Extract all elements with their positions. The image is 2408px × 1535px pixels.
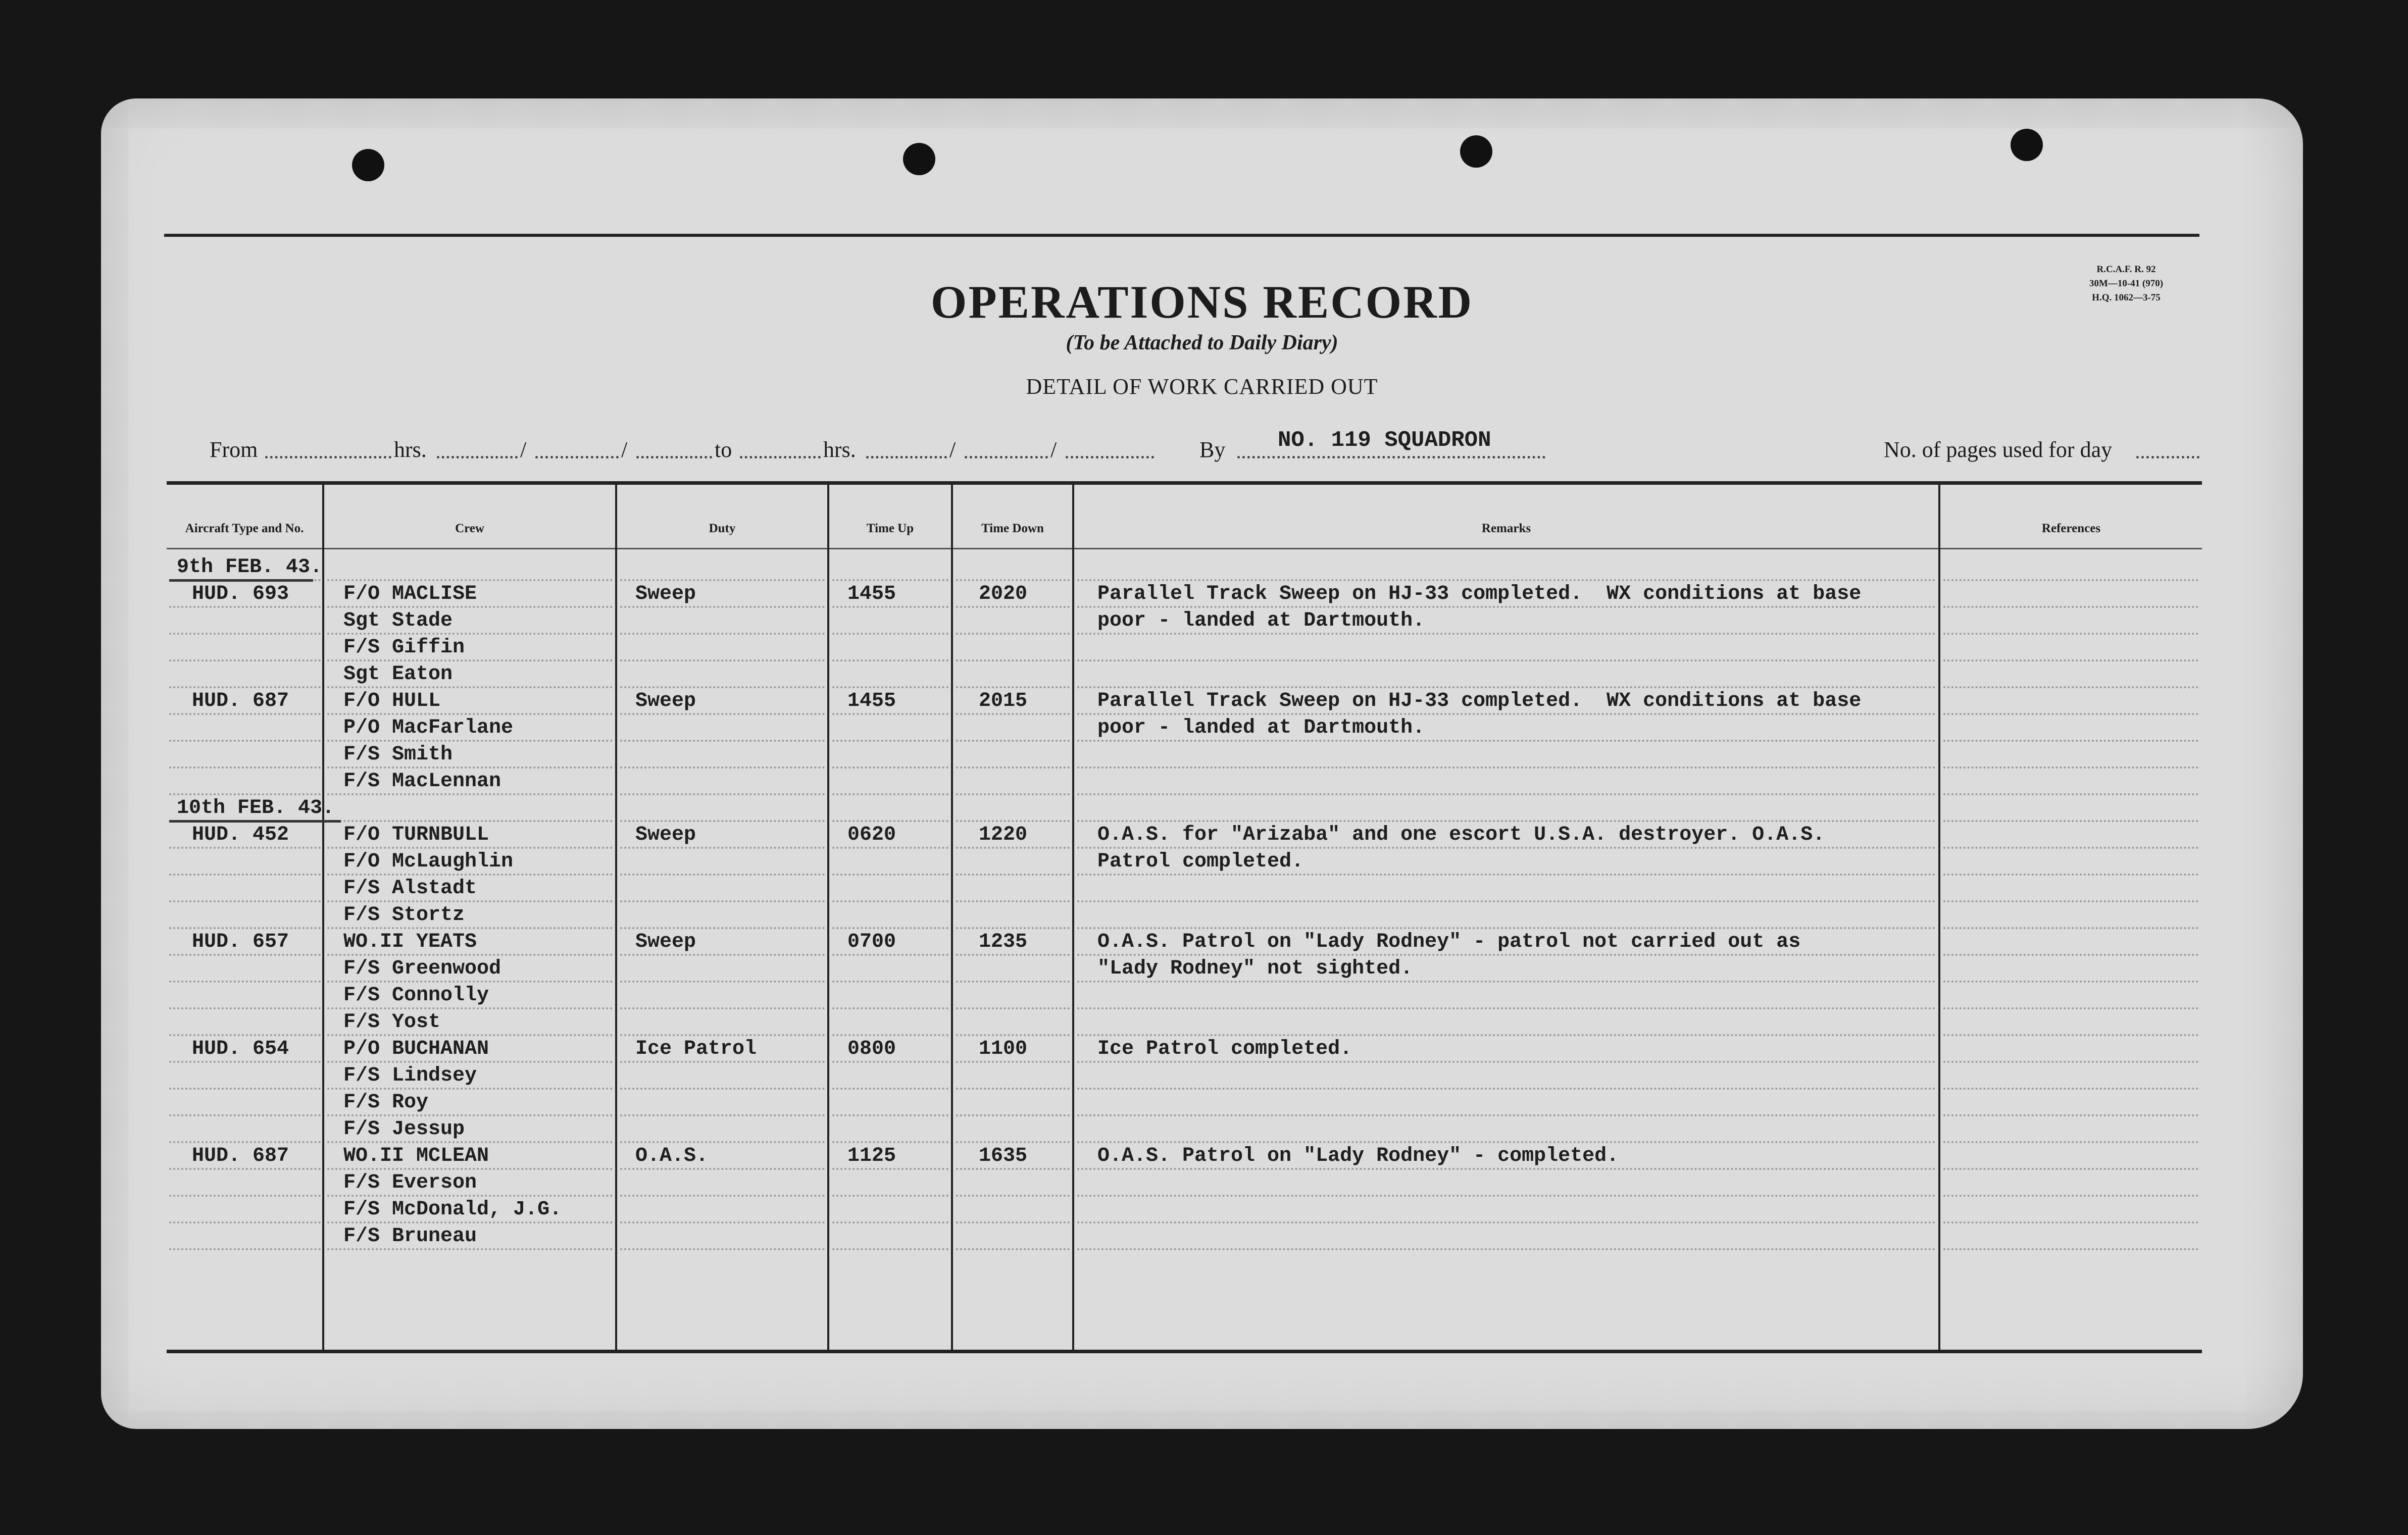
dotted-leader: [620, 900, 825, 902]
date-blank: [1066, 456, 1154, 458]
dotted-leader: [169, 766, 321, 769]
dotted-leader: [832, 1114, 948, 1116]
time-up-value: 1455: [847, 583, 896, 605]
remarks-line: Parallel Track Sweep on HJ-33 completed. WX conditions at base: [1097, 583, 1862, 605]
dotted-leader: [956, 579, 1070, 581]
aircraft-number: HUD. 687: [192, 690, 289, 712]
dotted-leader: [832, 927, 948, 929]
remarks-line: Parallel Track Sweep on HJ-33 completed. WX conditions at base: [1097, 690, 1862, 712]
form-code-line: R.C.A.F. R. 92: [2096, 264, 2156, 275]
time-up-value: 1125: [847, 1145, 896, 1167]
dotted-leader: [327, 820, 613, 822]
aircraft-number: HUD. 657: [192, 931, 289, 953]
dotted-leader: [620, 1007, 825, 1009]
dotted-leader: [832, 686, 948, 688]
to-blank: [740, 456, 821, 458]
dotted-leader: [832, 793, 948, 795]
dotted-leader: [1943, 981, 2198, 983]
crew-member: F/S Roy: [343, 1091, 429, 1114]
dotted-leader: [832, 1221, 948, 1223]
dotted-leader: [620, 1141, 825, 1143]
slash: /: [1050, 437, 1057, 462]
remarks-line: O.A.S. Patrol on "Lady Rodney" - patrol not carried out as: [1097, 931, 1801, 953]
date-heading: 9th FEB. 43.: [177, 556, 323, 579]
dotted-leader: [1943, 954, 2198, 956]
dotted-leader: [1943, 606, 2198, 608]
dotted-leader: [620, 633, 825, 635]
col-header-time-down: Time Down: [981, 522, 1044, 535]
duty-value: Ice Patrol: [635, 1038, 757, 1060]
crew-member: WO.II YEATS: [343, 931, 477, 953]
column-divider: [1938, 483, 1940, 1351]
duty-value: O.A.S.: [635, 1145, 709, 1167]
dotted-leader: [620, 793, 825, 795]
column-divider: [615, 483, 617, 1351]
dotted-leader: [1077, 1248, 1936, 1250]
crew-member: WO.II MCLEAN: [343, 1145, 489, 1167]
dotted-leader: [620, 579, 825, 581]
table-header-rule: [167, 548, 2202, 549]
hrs-label: hrs.: [394, 437, 427, 462]
pages-blank: [2136, 456, 2199, 458]
dotted-leader: [1077, 927, 1936, 929]
remarks-line: O.A.S. for "Arizaba" and one escort U.S.A. destroyer. O.A.S.: [1097, 824, 1825, 846]
dotted-leader: [1943, 740, 2198, 742]
duty-value: Sweep: [635, 931, 696, 953]
dotted-leader: [1943, 1195, 2198, 1197]
dotted-leader: [1077, 1141, 1936, 1143]
date-blank: [535, 456, 619, 458]
crew-member: F/S Stortz: [343, 904, 465, 927]
dotted-leader: [1943, 713, 2198, 715]
dotted-leader: [832, 1034, 948, 1036]
dotted-leader: [1943, 633, 2198, 635]
column-divider: [951, 483, 953, 1351]
dotted-leader: [1943, 1141, 2198, 1143]
hrs-blank: [437, 456, 518, 458]
dotted-leader: [1943, 793, 2198, 795]
dotted-leader: [1077, 820, 1936, 822]
dotted-leader: [832, 981, 948, 983]
dotted-leader: [1943, 1114, 2198, 1116]
slash: /: [520, 437, 527, 462]
crew-member: F/S Greenwood: [343, 957, 501, 980]
dotted-leader: [169, 1088, 321, 1090]
time-down-value: 1235: [979, 931, 1028, 953]
dotted-leader: [956, 793, 1070, 795]
dotted-leader: [832, 1088, 948, 1090]
crew-member: F/S Alstadt: [343, 877, 477, 900]
remarks-line: O.A.S. Patrol on "Lady Rodney" - completed.: [1097, 1145, 1619, 1167]
dotted-leader: [1077, 579, 1936, 581]
dotted-leader: [956, 981, 1070, 983]
dotted-leader: [169, 1007, 321, 1009]
crew-member: F/S Jessup: [343, 1118, 465, 1141]
column-divider: [1072, 483, 1074, 1351]
dotted-leader: [169, 1034, 321, 1036]
dotted-leader: [1943, 1007, 2198, 1009]
dotted-leader: [1943, 1221, 2198, 1223]
crew-member: F/O MACLISE: [343, 583, 477, 605]
dotted-leader: [1943, 1248, 2198, 1250]
col-header-aircraft: Aircraft Type and No.: [185, 522, 304, 535]
dotted-leader: [956, 1114, 1070, 1116]
dotted-leader: [620, 659, 825, 661]
dotted-leader: [956, 1221, 1070, 1223]
dotted-leader: [956, 927, 1070, 929]
crew-member: F/S Lindsey: [343, 1064, 477, 1087]
dotted-leader: [169, 633, 321, 635]
dotted-leader: [1943, 766, 2198, 769]
dotted-leader: [832, 659, 948, 661]
date-blank: [636, 456, 712, 458]
dotted-leader: [327, 579, 613, 581]
dotted-leader: [956, 659, 1070, 661]
date-blank: [965, 456, 1048, 458]
dotted-leader: [620, 820, 825, 822]
duty-value: Sweep: [635, 690, 696, 712]
punch-hole: [352, 149, 384, 181]
time-down-value: 2015: [979, 690, 1028, 712]
dotted-leader: [169, 686, 321, 688]
dotted-leader: [956, 740, 1070, 742]
operations-record-sheet: [101, 98, 2303, 1429]
table-top-rule: [167, 481, 2202, 485]
dotted-leader: [1077, 1007, 1936, 1009]
punch-hole: [903, 143, 935, 175]
crew-member: P/O BUCHANAN: [343, 1038, 489, 1060]
col-header-references: References: [2041, 522, 2101, 535]
aircraft-number: HUD. 687: [192, 1145, 289, 1167]
dotted-leader: [832, 579, 948, 581]
dotted-leader: [169, 1221, 321, 1223]
dotted-leader: [1943, 579, 2198, 581]
aircraft-number: HUD. 452: [192, 824, 289, 846]
dotted-leader: [956, 633, 1070, 635]
pages-label: No. of pages used for day: [1884, 437, 2113, 462]
dotted-leader: [620, 686, 825, 688]
col-header-remarks: Remarks: [1481, 522, 1531, 535]
date-heading: 10th FEB. 43.: [177, 797, 335, 820]
dotted-leader: [169, 874, 321, 876]
dotted-leader: [956, 686, 1070, 688]
dotted-leader: [832, 820, 948, 822]
by-label: By: [1199, 437, 1226, 462]
crew-member: P/O MacFarlane: [343, 717, 514, 739]
slash: /: [621, 437, 628, 462]
aircraft-number: HUD. 693: [192, 583, 289, 605]
date-underline: [169, 579, 313, 582]
dotted-leader: [1077, 900, 1936, 902]
remarks-line: poor - landed at Dartmouth.: [1097, 717, 1425, 739]
dotted-leader: [1077, 686, 1936, 688]
dotted-leader: [832, 1007, 948, 1009]
dotted-leader: [832, 900, 948, 902]
dotted-leader: [1943, 686, 2198, 688]
dotted-leader: [620, 1114, 825, 1116]
dotted-leader: [832, 1195, 948, 1197]
hrs-blank: [866, 456, 947, 458]
slash: /: [949, 437, 956, 462]
table-bottom-rule: [167, 1350, 2202, 1353]
dotted-leader: [1077, 1195, 1936, 1197]
dotted-leader: [1943, 1034, 2198, 1036]
dotted-leader: [956, 820, 1070, 822]
page-title: OPERATIONS RECORD: [930, 276, 1474, 328]
dotted-leader: [620, 1034, 825, 1036]
crew-member: F/S Smith: [343, 743, 453, 766]
crew-member: F/S Giffin: [343, 636, 465, 659]
dotted-leader: [620, 1248, 825, 1250]
crew-member: F/S Everson: [343, 1171, 477, 1194]
dotted-leader: [1943, 1088, 2198, 1090]
dotted-leader: [832, 1141, 948, 1143]
dotted-leader: [620, 766, 825, 769]
duty-value: Sweep: [635, 824, 696, 846]
from-label: From: [210, 437, 258, 462]
by-blank: [1237, 456, 1545, 458]
crew-member: F/S MacLennan: [343, 770, 501, 793]
dotted-leader: [1943, 927, 2198, 929]
dotted-leader: [1943, 659, 2198, 661]
detail-heading: DETAIL OF WORK CARRIED OUT: [1026, 374, 1378, 399]
time-up-value: 0800: [847, 1038, 896, 1060]
time-up-value: 0700: [847, 931, 896, 953]
time-up-value: 0620: [847, 824, 896, 846]
duty-value: Sweep: [635, 583, 696, 605]
squadron-value: NO. 119 SQUADRON: [1278, 428, 1491, 453]
dotted-leader: [169, 793, 321, 795]
dotted-leader: [1943, 1168, 2198, 1170]
col-header-time-up: Time Up: [866, 522, 914, 535]
col-header-crew: Crew: [455, 522, 484, 535]
dotted-leader: [169, 927, 321, 929]
dotted-leader: [1943, 1061, 2198, 1063]
dotted-leader: [956, 1034, 1070, 1036]
from-blank: [265, 456, 391, 458]
dotted-leader: [832, 633, 948, 635]
dotted-leader: [832, 874, 948, 876]
dotted-leader: [169, 1248, 321, 1250]
dotted-leader: [1077, 1088, 1936, 1090]
dotted-leader: [620, 1088, 825, 1090]
dotted-leader: [620, 927, 825, 929]
crew-member: F/S McDonald, J.G.: [343, 1198, 562, 1221]
time-up-value: 1455: [847, 690, 896, 712]
dotted-leader: [169, 900, 321, 902]
crew-member: F/S Connolly: [343, 984, 489, 1007]
time-down-value: 2020: [979, 583, 1028, 605]
dotted-leader: [956, 1088, 1070, 1090]
dotted-leader: [1943, 874, 2198, 876]
dotted-leader: [169, 1195, 321, 1197]
dotted-leader: [169, 1114, 321, 1116]
dotted-leader: [620, 1221, 825, 1223]
remarks-line: poor - landed at Dartmouth.: [1097, 609, 1425, 632]
dotted-leader: [1077, 1034, 1936, 1036]
dotted-leader: [1077, 659, 1936, 661]
dotted-leader: [620, 1195, 825, 1197]
remarks-line: Ice Patrol completed.: [1097, 1038, 1352, 1060]
dotted-leader: [956, 1195, 1070, 1197]
form-code: [2063, 263, 2189, 305]
dotted-leader: [1077, 1114, 1936, 1116]
remarks-line: Patrol completed.: [1097, 850, 1304, 873]
dotted-leader: [1077, 1221, 1936, 1223]
dotted-leader: [169, 740, 321, 742]
crew-member: Sgt Eaton: [343, 663, 453, 686]
dotted-leader: [832, 766, 948, 769]
col-header-duty: Duty: [709, 522, 736, 535]
top-rule: [164, 234, 2199, 237]
crew-member: F/O TURNBULL: [343, 824, 489, 846]
dotted-leader: [1943, 847, 2198, 849]
dotted-leader: [1077, 766, 1936, 769]
dotted-leader: [832, 740, 948, 742]
punch-hole: [1460, 135, 1492, 168]
aircraft-number: HUD. 654: [192, 1038, 289, 1060]
column-divider: [322, 483, 324, 1351]
date-underline: [169, 820, 341, 823]
dotted-leader: [956, 900, 1070, 902]
crew-member: F/S Yost: [343, 1011, 441, 1034]
hrs-label: hrs.: [823, 437, 856, 462]
form-code-line: H.Q. 1062—3-75: [2092, 292, 2161, 303]
dotted-leader: [1943, 820, 2198, 822]
dotted-leader: [620, 740, 825, 742]
time-down-value: 1100: [979, 1038, 1028, 1060]
dotted-leader: [956, 1007, 1070, 1009]
dotted-leader: [1943, 900, 2198, 902]
page-subtitle: (To be Attached to Daily Diary): [1066, 331, 1338, 354]
dotted-leader: [956, 1141, 1070, 1143]
dotted-leader: [169, 981, 321, 983]
dotted-leader: [169, 1141, 321, 1143]
form-code-line: 30M—10-41 (970): [2089, 278, 2164, 289]
crew-member: Sgt Stade: [343, 609, 453, 632]
dotted-leader: [620, 981, 825, 983]
crew-member: F/O McLaughlin: [343, 850, 514, 873]
time-down-value: 1635: [979, 1145, 1028, 1167]
to-label: to: [715, 437, 732, 462]
dotted-leader: [956, 874, 1070, 876]
crew-member: F/S Bruneau: [343, 1225, 477, 1248]
punch-hole: [2011, 129, 2043, 161]
dotted-leader: [169, 659, 321, 661]
time-down-value: 1220: [979, 824, 1028, 846]
dotted-leader: [956, 1248, 1070, 1250]
crew-member: F/O HULL: [343, 690, 441, 712]
dotted-leader: [956, 766, 1070, 769]
dotted-leader: [832, 1248, 948, 1250]
dotted-leader: [620, 874, 825, 876]
dotted-leader: [1077, 793, 1936, 795]
column-divider: [827, 483, 829, 1351]
remarks-line: "Lady Rodney" not sighted.: [1097, 957, 1413, 980]
